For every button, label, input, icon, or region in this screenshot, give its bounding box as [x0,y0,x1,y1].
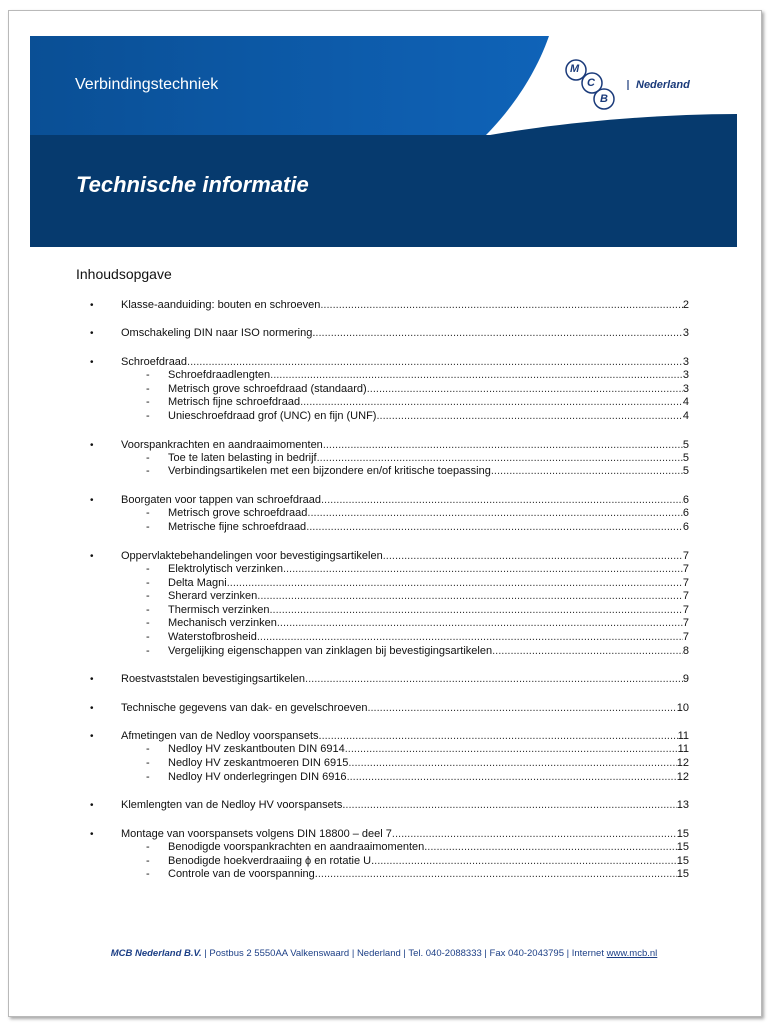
toc-subentry-label: Benodigde voorspankrachten en aandraaimomenten. [168,841,428,853]
toc-subentry-label: Elektrolytisch verzinken [168,563,283,575]
bullet-icon: • [90,356,94,368]
toc-page-number: 6 [682,494,689,507]
toc-page-number: 7 [682,631,689,643]
dash-marker: - [146,396,150,409]
leader-dots [315,326,682,341]
logo-letter-c: C [587,77,595,89]
toc-page-number: 4 [682,409,689,422]
toc-subentry-label: Metrisch grove schroefdraad [168,507,308,520]
toc-page-number: 4 [682,396,689,409]
leader-dots [376,409,682,424]
toc-page-number: 2 [682,299,689,311]
toc-subentry-label: Unieschroefdraad grof (UNC) en fijn (UNF) [168,409,377,422]
toc-page-number: 3 [682,355,689,368]
toc-entry-label: Oppervlaktebehandelingen voor bevestigingsartikelen [121,549,383,562]
toc-page-number: 7 [682,549,689,562]
toc-subentry[interactable] [168,409,689,424]
bullet-icon: • [90,674,94,686]
toc-subentry-label: Controle van de voorspanning. [168,868,318,881]
dash-marker: - [146,854,150,867]
toc-page-number: 6 [682,521,689,533]
leader-dots [491,464,683,479]
toc-page-number: 10 [676,701,689,714]
toc-page-number: 6 [682,507,689,520]
dash-marker: - [146,868,150,881]
dash-marker: - [146,409,150,422]
leader-dots [306,520,683,535]
dash-marker: - [146,465,150,478]
document-title: Technische informatie [76,172,309,197]
toc-page-number: 15 [676,827,689,840]
toc-entry-label: Klasse-aanduiding: bouten en schroeven [121,299,321,311]
toc-subentry-label: Metrisch grove schroefdraad (standaard) [168,382,367,395]
dash-marker: - [146,576,150,589]
toc-subentry-label: Nedloy HV zeskantmoeren DIN 6915 [168,757,349,769]
toc-entry-label: Voorspankrachten en aandraaimomenten [121,438,323,451]
leader-dots [367,701,676,716]
toc-page-number: 7 [682,590,689,603]
leader-dots [305,672,683,687]
toc-entry-label: Technische gegevens van dak- en gevelschroeven [121,701,368,714]
toc-entry[interactable] [121,798,689,813]
toc-page-number: 11 [677,730,689,743]
toc-entry-label: Montage van voorspansets volgens DIN 18800 – deel 7 [121,827,392,840]
dash-marker: - [146,382,150,395]
toc-entry[interactable] [121,672,689,687]
toc-entry[interactable] [121,298,689,313]
dash-marker: - [146,743,150,756]
footer [0,948,768,959]
toc-page-number: 11 [677,743,689,756]
dash-marker: - [146,757,150,769]
toc-subentry-label: Sherard verzinken [168,590,258,603]
logo-country: Nederland [636,79,690,91]
dash-marker: - [146,590,150,603]
toc-subentry-label: Nedloy HV onderlegringen DIN 6916 [168,770,347,783]
logo-letter-b: B [600,93,608,105]
bullet-icon: • [90,828,94,840]
toc-page-number: 5 [682,438,689,451]
toc-subentry-label: Nedloy HV zeskantbouten DIN 6914 [168,743,345,756]
toc-subentry-label: Waterstofbrosheid [168,631,257,643]
toc-subentry-label: Verbindingsartikelen met een bijzondere en/of kritische toepassing [168,465,491,478]
dash-marker: - [146,563,150,575]
dash-marker: - [146,369,150,381]
leader-dots [345,798,676,813]
leader-dots [347,770,677,785]
dash-marker: - [146,841,150,853]
toc-page-number: 7 [682,563,689,575]
footer-address: | Postbus 2 5550AA Valkenswaard | Nederland | Tel. 040-2088333 | Fax 040-2043795 | Internet [204,948,604,959]
toc-subentry-label: Mechanisch verzinken [168,617,277,630]
toc-entry-label: Roestvaststalen bevestigingsartikelen [121,673,306,686]
toc-subentry-label: Benodigde hoekverdraaiing ϕ en rotatie U. [168,854,375,867]
bullet-icon: • [90,702,94,714]
toc-page-number: 15 [676,841,689,853]
dash-marker: - [146,617,150,630]
toc-subentry-label: Metrische fijne schroefdraad [168,521,307,533]
bullet-icon: • [90,328,94,340]
toc-page-number: 13 [676,799,689,812]
logo-letter-m: M [570,63,580,75]
leader-dots [492,644,683,659]
toc-subentry-label: Delta Magni [168,576,227,589]
toc-entry-label: Omschakeling DIN naar ISO normering. [121,327,316,340]
toc-page-number: 7 [682,603,689,616]
toc-page-number: 5 [682,465,689,478]
toc-subentry-label: Thermisch verzinken [168,603,270,616]
toc-page-number: 15 [676,854,689,867]
toc-page-number: 3 [682,369,689,381]
toc-subentry-label: Toe te laten belasting in bedrijf [168,451,317,464]
toc-page-number: 5 [682,451,689,464]
bullet-icon: • [90,731,94,743]
bullet-icon: • [90,439,94,451]
toc-page-number: 12 [676,757,689,769]
toc-entry-label: Klemlengten van de Nedloy HV voorspansets. [121,799,346,812]
toc-page-number: 3 [682,327,689,340]
toc-subentry-label: Schroefdraadlengten [168,369,271,381]
bullet-icon: • [90,495,94,507]
toc-subentry[interactable] [168,644,689,659]
leader-dots [318,867,677,882]
bullet-icon: • [90,800,94,812]
toc-page-number: 7 [682,576,689,589]
toc-page-number: 12 [676,770,689,783]
toc-entry[interactable] [121,701,689,716]
toc-page-number: 15 [676,868,689,881]
toc-subentry[interactable] [168,770,689,785]
bullet-icon: • [90,550,94,562]
toc-page-number: 7 [682,617,689,630]
toc-entry-label: Schroefdraad [121,355,188,368]
dash-marker: - [146,507,150,520]
toc-entry-label: Afmetingen van de Nedloy voorspansets. [121,730,322,743]
toc-subentry-label: Vergelijking eigenschappen van zinklagen bij bevestigingsartikelen [168,644,493,657]
dash-marker: - [146,631,150,643]
toc-page-number: 9 [682,673,689,686]
leader-dots [320,298,683,313]
dash-marker: - [146,451,150,464]
bullet-icon: • [90,300,94,311]
toc-page-number: 8 [682,644,689,657]
toc-entry[interactable] [121,326,689,341]
toc-heading: Inhoudsopgave [76,266,172,282]
dash-marker: - [146,603,150,616]
section-title: Verbindingstechniek [75,76,219,93]
footer-website-link[interactable]: www.mcb.nl [606,948,658,959]
footer-company: MCB Nederland B.V. [110,948,202,959]
dash-marker: - [146,521,150,533]
dash-marker: - [146,770,150,783]
toc-subentry[interactable] [168,464,689,479]
toc-subentry[interactable] [168,520,689,535]
toc-entry-label: Boorgaten voor tappen van schroefdraad [121,494,321,507]
toc-page-number: 3 [682,382,689,395]
toc-subentry-label: Metrisch fijne schroefdraad [168,396,301,409]
toc-subentry[interactable] [168,867,689,882]
dash-marker: - [146,644,150,657]
